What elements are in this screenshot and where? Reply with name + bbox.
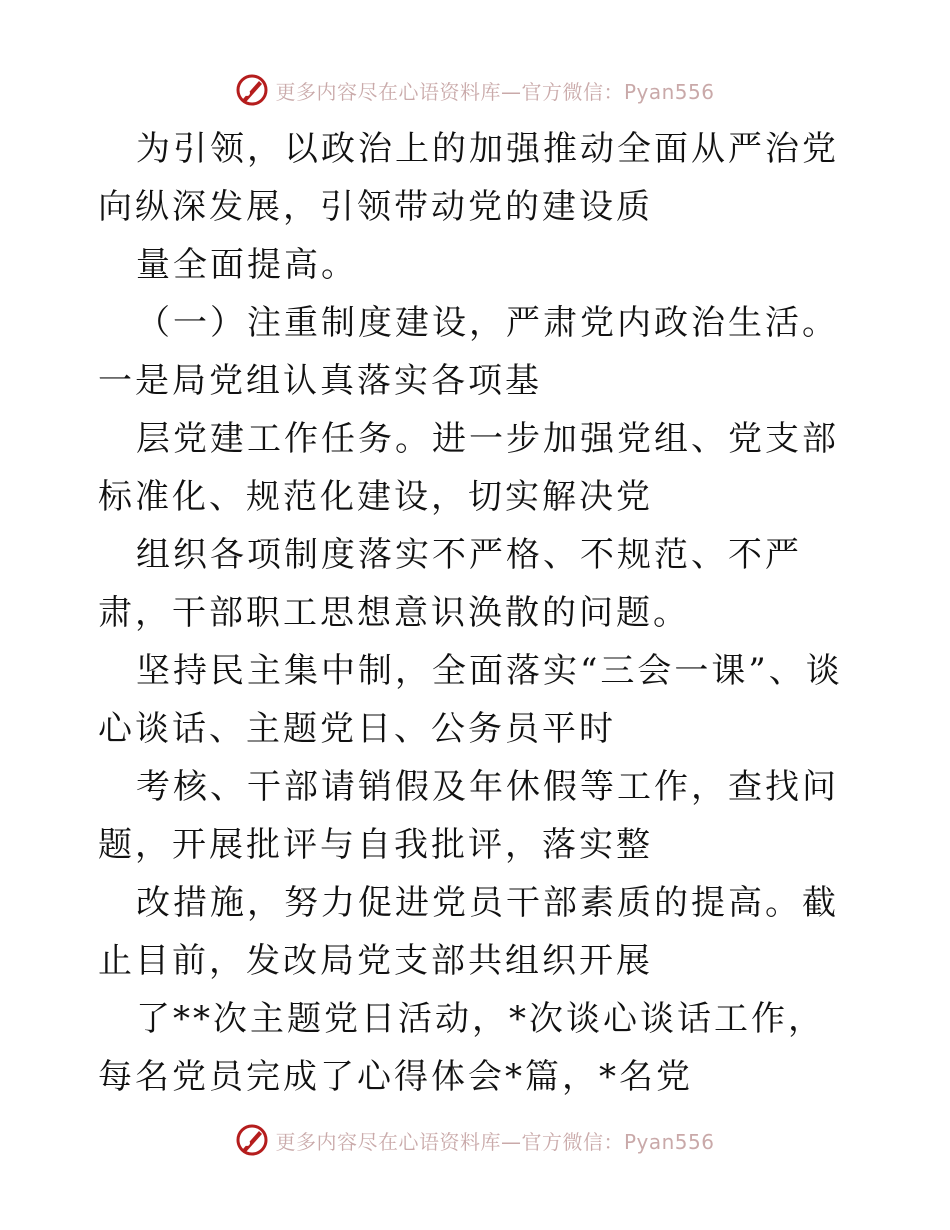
quill-logo-icon bbox=[235, 1123, 269, 1157]
footer-banner bbox=[0, 1120, 950, 1160]
paragraph-5: 组织各项制度落实不严格、不规范、不严肃，干部职工思想意识涣散的问题。 bbox=[98, 535, 802, 633]
paragraph-1: 为引领，以政治上的加强推动全面从严治党向纵深发展，引领带动党的建设质 bbox=[98, 129, 839, 227]
header-banner bbox=[0, 70, 950, 110]
header-banner-text: 更多内容尽在心语资料库—官方微信：Pyan556 bbox=[275, 79, 715, 104]
paragraph-8: 改措施，努力促进党员干部素质的提高。截止目前，发改局党支部共组织开展 bbox=[98, 883, 839, 981]
paragraph-3: （一）注重制度建设，严肃党内政治生活。一是局党组认真落实各项基 bbox=[98, 303, 839, 401]
paragraph-4: 层党建工作任务。进一步加强党组、党支部标准化、规范化建设，切实解决党 bbox=[98, 419, 839, 517]
paragraph-9: 了**次主题党日活动，*次谈心谈话工作，每名党员完成了心得体会*篇，*名党 bbox=[98, 999, 825, 1097]
footer-banner-text: 更多内容尽在心语资料库—官方微信：Pyan556 bbox=[275, 1129, 715, 1154]
quill-logo-icon bbox=[235, 73, 269, 107]
paragraph-6: 坚持民主集中制，全面落实“三会一课”、谈心谈话、主题党日、公务员平时 bbox=[98, 651, 843, 749]
paragraph-7: 考核、干部请销假及年休假等工作，查找问题，开展批评与自我批评，落实整 bbox=[98, 767, 839, 865]
document-body bbox=[98, 120, 858, 1106]
paragraph-2: 量全面提高。 bbox=[136, 245, 358, 285]
